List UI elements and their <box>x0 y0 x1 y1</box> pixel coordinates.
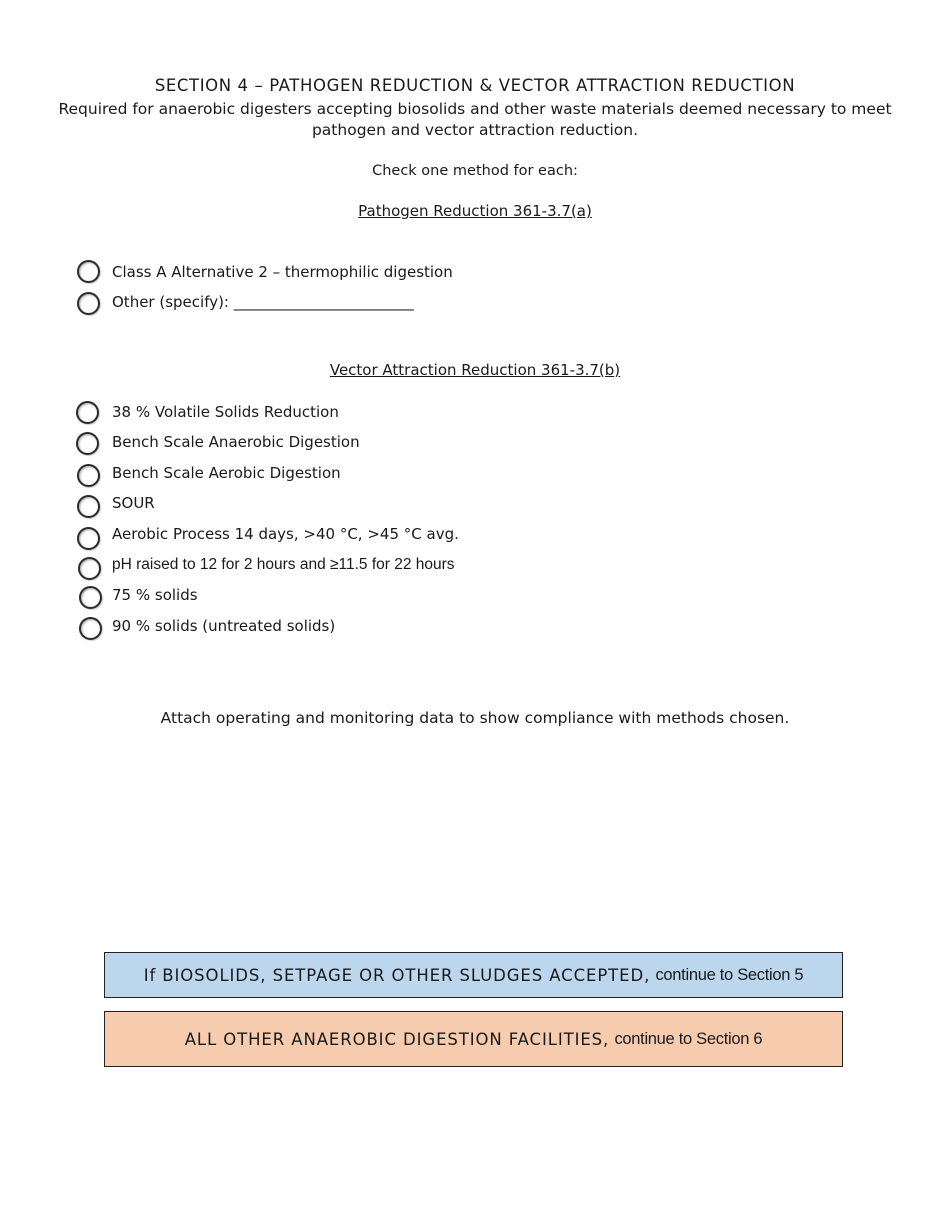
vector-attraction-heading: Vector Attraction Reduction 361-3.7(b) <box>329 361 621 379</box>
option-label-vector-bench-aerobic: Bench Scale Aerobic Digestion <box>112 464 341 482</box>
option-label-pathogen-class-a: Class A Alternative 2 – thermophilic digestion <box>112 263 453 281</box>
pathogen-reduction-heading: Pathogen Reduction 361-3.7(a) <box>358 202 592 220</box>
radio-pathogen-other[interactable] <box>77 292 100 315</box>
radio-vector-bench-anaerobic[interactable] <box>76 432 99 455</box>
biosolids-lead-text: If BIOSOLIDS, SETPAGE OR OTHER SLUDGES ACCEPTED, <box>143 965 651 985</box>
section-title: SECTION 4 – PATHOGEN REDUCTION & VECTOR ATTRACTION REDUCTION <box>154 76 796 95</box>
option-label-vector-ph-raised: pH raised to 12 for 2 hours and ≥11.5 for 22 hours <box>112 556 455 573</box>
option-label-vector-bench-anaerobic: Bench Scale Anaerobic Digestion <box>112 433 360 451</box>
radio-vector-aerobic-process[interactable] <box>77 527 100 550</box>
continue-section-6-box[interactable] <box>104 1011 843 1067</box>
continue-section-5-box[interactable] <box>104 952 843 998</box>
other-facilities-tail-text: continue to Section 6 <box>614 1029 763 1048</box>
option-label-vector-75-solids: 75 % solids <box>112 586 198 604</box>
option-label-vector-sour: SOUR <box>112 494 155 512</box>
option-label-vector-aerobic-process: Aerobic Process 14 days, >40 °C, >45 °C avg. <box>112 525 459 543</box>
radio-vector-38-volatile[interactable] <box>76 401 99 424</box>
option-label-vector-90-solids: 90 % solids (untreated solids) <box>112 617 336 635</box>
radio-vector-sour[interactable] <box>77 495 100 518</box>
radio-vector-bench-aerobic[interactable] <box>77 464 100 487</box>
option-label-pathogen-other: Other (specify): ________________________ <box>112 293 414 311</box>
other-facilities-lead-text: ALL OTHER ANAEROBIC DIGESTION FACILITIES, <box>184 1029 610 1049</box>
attach-data-note: Attach operating and monitoring data to show compliance with methods chosen. <box>160 709 790 727</box>
radio-vector-75-solids[interactable] <box>79 586 102 609</box>
radio-pathogen-class-a[interactable] <box>77 260 100 283</box>
radio-vector-90-solids[interactable] <box>79 617 102 640</box>
biosolids-tail-text: continue to Section 5 <box>655 965 804 984</box>
radio-vector-ph-raised[interactable] <box>78 557 101 580</box>
option-label-vector-38-volatile: 38 % Volatile Solids Reduction <box>112 403 339 421</box>
section-description: Required for anaerobic digesters accepting biosolids and other waste materials deemed necessary to meet pathogen and vector attraction reduction. <box>58 100 892 139</box>
instruction-text: Check one method for each: <box>372 163 578 179</box>
